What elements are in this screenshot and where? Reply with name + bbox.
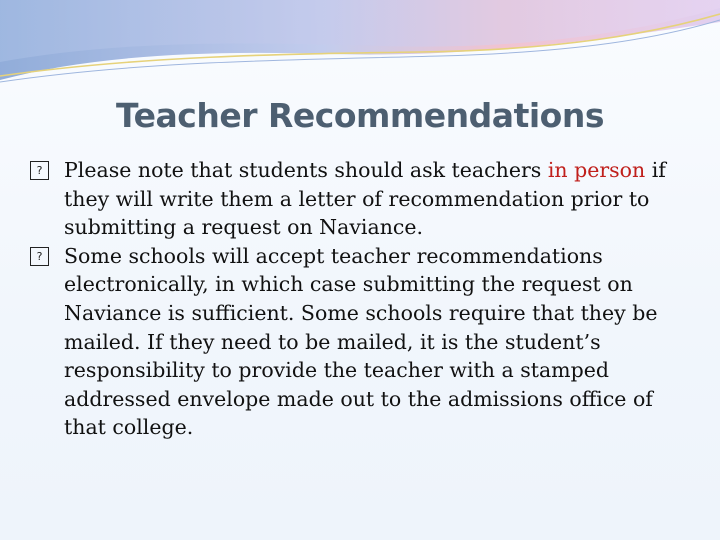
slide-title: Teacher Recommendations [116,96,604,135]
bullet-2-text: Some schools will accept teacher recommendations electronically, in which case submitting the request on Naviance is sufficient. Some schools require that they be mailed. If they need to be mailed, it is the student’s responsibility to provide the teacher with a stamped addressed envelope made out to the admissions office of that college. [64,243,658,440]
bullet-glyph-icon: ? [30,161,49,180]
bullet-1-text-before: Please note that students should ask teachers [64,158,548,182]
bullet-1-text-after: if they will write them a letter of recommendation prior to submitting a request on Naviance. [64,158,666,240]
bullet-glyph-icon: ? [30,247,49,266]
bullet-item-1 [30,156,680,242]
bullet-1-highlight: in person [547,158,646,182]
slide-body [30,156,680,442]
bullet-item-2 [30,242,680,442]
decorative-wave-banner [0,0,720,90]
